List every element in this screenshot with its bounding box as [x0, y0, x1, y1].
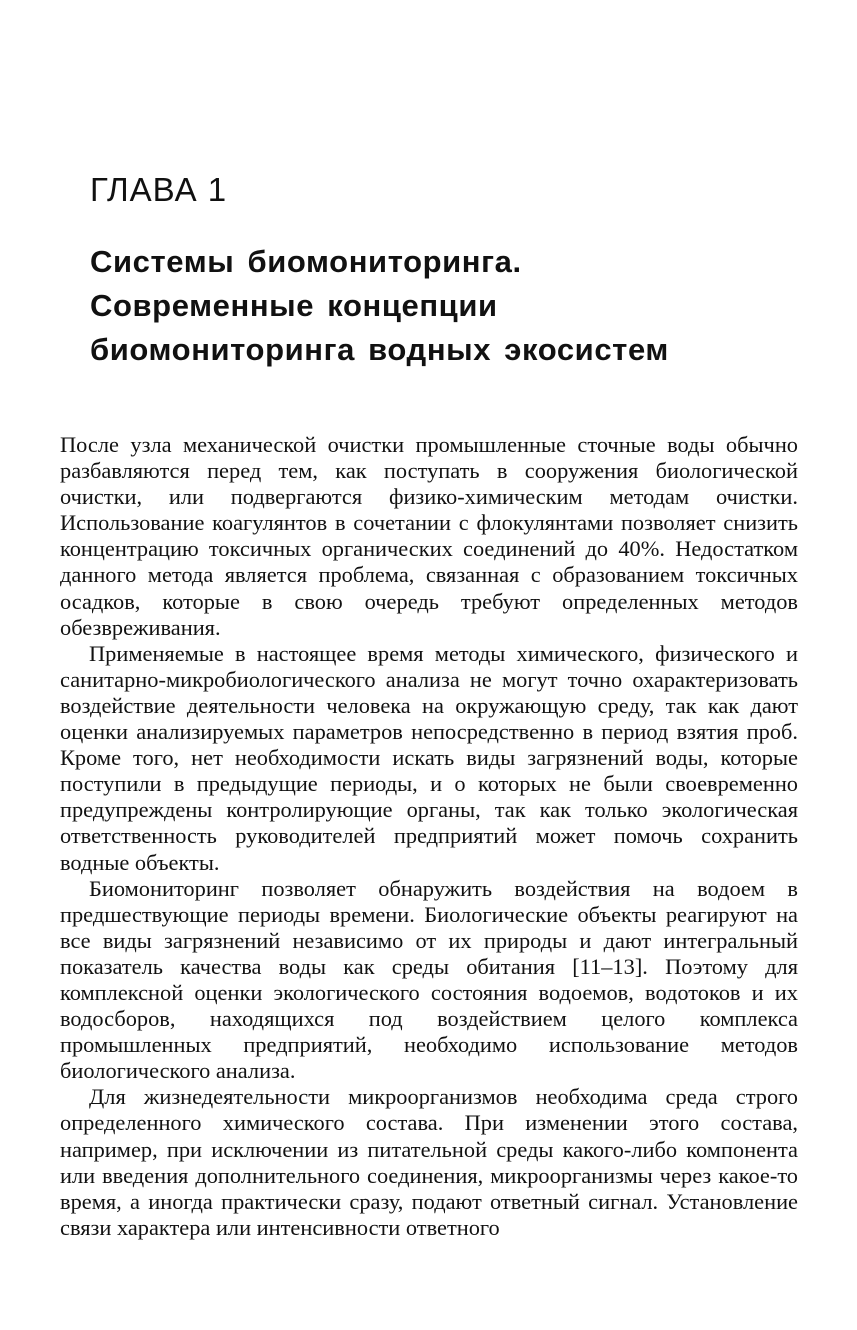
- paragraph-4: Для жизнедеятельности микроорганизмов необходима среда строго определенного химического состава. При изменении этого состава, например, при исключении из питательной среды какого-либо компонента или введения дополнительного соединения, микроорганизмы через какое-то время, а иногда практически сразу, подают ответный сигнал. Установление связи характера или интенсивности ответного: [60, 1084, 798, 1240]
- body-text: [60, 432, 798, 1241]
- paragraph-2: Применяемые в настоящее время методы химического, физического и санитарно-микробиологического анализа не могут точно охарактеризовать воздействие деятельности человека на окружающую среду, так как дают оценки анализируемых параметров непосредственно в период взятия проб. Кроме того, нет необходимости искать виды загрязнений воды, которые поступили в предыдущие периоды, и о которых не были своевременно предупреждены контролирующие органы, так как только экологическая ответственность руководителей предприятий может помочь сохранить водные объекты.: [60, 640, 798, 875]
- chapter-title-line-1: Системы биомониторинга.: [90, 244, 522, 279]
- chapter-title-line-3: биомониторинга водных экосистем: [90, 332, 669, 367]
- paragraph-3: Биомониторинг позволяет обнаружить воздействия на водоем в предшествующие периоды времени. Биологические объекты реагируют на все виды загрязнений независимо от их природы и дают интегральный показатель качества воды как среды обитания [11–13]. Поэтому для комплексной оценки экологического состояния водоемов, водотоков и их водосборов, находящихся под воздействием целого комплекса промышленных предприятий, необходимо использование методов биологического анализа.: [60, 875, 798, 1084]
- chapter-title: [90, 240, 830, 372]
- chapter-label: ГЛАВА 1: [90, 171, 228, 208]
- paragraph-1: После узла механической очистки промышленные сточные воды обычно разбавляются перед тем, как поступать в сооружения биологической очистки, или подвергаются физико-химическим методам очистки. Использование коагулянтов в сочетании с флокулянтами позволяет снизить концентрацию токсичных органических соединений до 40%. Недостатком данного метода является проблема, связанная с образованием токсичных осадков, которые в свою очередь требуют определенных методов обезвреживания.: [60, 432, 798, 640]
- chapter-title-line-2: Современные концепции: [90, 288, 498, 323]
